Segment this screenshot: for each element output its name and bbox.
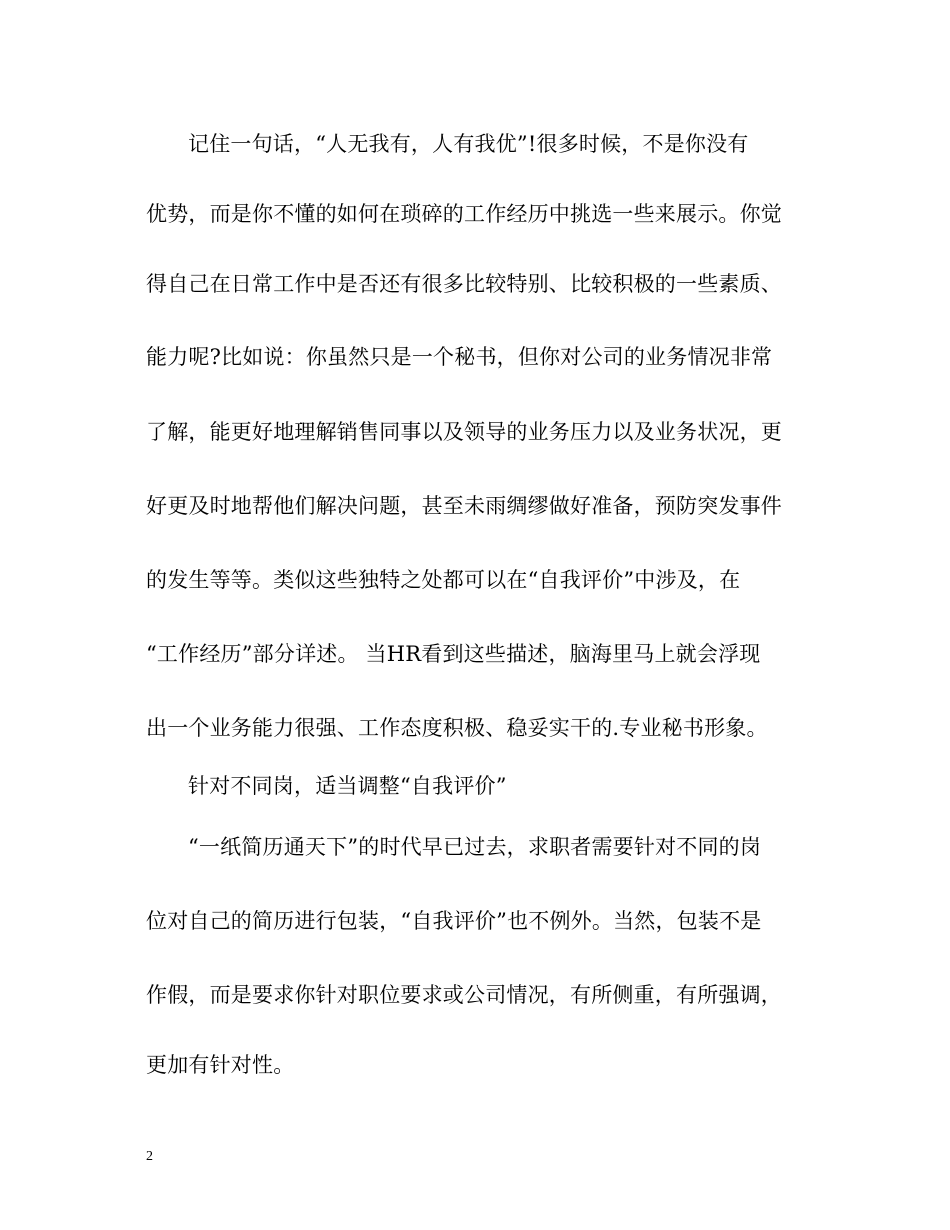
paragraph-2-line-2: 位对自己的简历进行包装，“自我评价”也不例外。当然，包装不是 xyxy=(146,909,762,933)
paragraph-1-line-4: 能力呢?比如说：你虽然只是一个秘书，但你对公司的业务情况非常 xyxy=(146,345,773,369)
paragraph-1-line-6: 好更及时地帮他们解决问题，甚至未雨绸缪做好准备，预防突发事件 xyxy=(146,494,782,518)
paragraph-1-line-7: 的发生等等。类似这些独特之处都可以在“自我评价”中涉及，在 xyxy=(146,568,741,592)
paragraph-1-line-1: 记住一句话，“人无我有，人有我优”!很多时候，不是你没有 xyxy=(188,132,749,156)
page-number: 2 xyxy=(146,1149,153,1164)
paragraph-2-line-1: “一纸简历通天下”的时代早已过去，求职者需要针对不同的岗 xyxy=(188,835,762,859)
paragraph-1-line-5: 了解，能更好地理解销售同事以及领导的业务压力以及业务状况，更 xyxy=(146,420,782,444)
paragraph-1-line-3: 得自己在日常工作中是否还有很多比较特别、比较积极的一些素质、 xyxy=(146,272,782,296)
paragraph-1-line-8: “工作经历”部分详述。 当HR看到这些描述，脑海里马上就会浮现 xyxy=(146,642,761,666)
paragraph-1-line-2: 优势，而是你不懂的如何在琐碎的工作经历中挑选一些来展示。你觉 xyxy=(146,202,782,226)
paragraph-2-line-3: 作假，而是要求你针对职位要求或公司情况，有所侧重，有所强调， xyxy=(146,983,782,1007)
paragraph-1-line-9: 出一个业务能力很强、工作态度积极、稳妥实干的.专业秘书形象。 xyxy=(146,716,768,740)
paragraph-2-line-4: 更加有针对性。 xyxy=(146,1053,295,1077)
section-heading: 针对不同岗，适当调整“自我评价” xyxy=(188,774,507,798)
